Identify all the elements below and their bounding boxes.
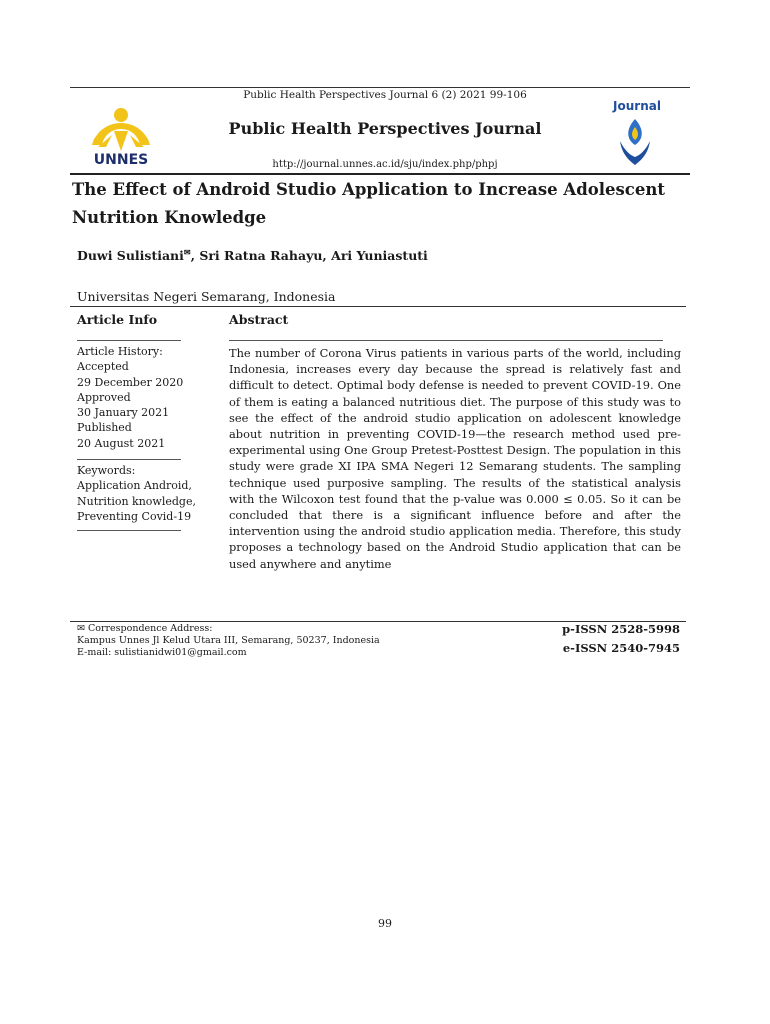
envelope-icon: ✉ (183, 247, 191, 257)
other-authors: , Sri Ratna Rahayu, Ari Yuniastuti (190, 248, 428, 264)
approved-label: Approved (77, 390, 131, 404)
page-number: 99 (378, 917, 392, 930)
keywords-label: Keywords: (77, 464, 136, 477)
keyword-item: Preventing Covid-19 (77, 509, 192, 523)
correspondence-email: E-mail: sulistianidwi01@gmail.com (77, 647, 247, 658)
issn-block (520, 620, 680, 658)
approved-date: 30 January 2021 (77, 406, 170, 420)
published-date: 20 August 2021 (77, 436, 166, 450)
accepted-date: 29 December 2020 (77, 375, 184, 389)
envelope-icon: ✉ (77, 623, 88, 634)
e-issn: e-ISSN 2540-7945 (562, 641, 680, 655)
keyword-item: Application Android, (77, 479, 192, 493)
journal-name: Public Health Perspectives Journal (228, 119, 542, 138)
affiliation-rule (70, 306, 686, 307)
keywords-block (77, 463, 196, 524)
correspondence-address: Kampus Unnes Jl Kelud Utara III, Semarang, 50237, Indonesia (77, 635, 380, 646)
article-history (77, 344, 183, 451)
history-label: Article History: (77, 345, 163, 358)
info-rule-middle (77, 459, 181, 460)
journal-emblem-icon (612, 115, 658, 169)
header-top-rule (70, 87, 690, 88)
info-rule-bottom (77, 530, 181, 531)
correspondence-block (77, 623, 380, 659)
article-title: The Effect of Android Studio Application to Increase Adolescent Nutrition Knowledge (72, 180, 665, 227)
accepted-label: Accepted (77, 360, 129, 374)
abstract-heading: Abstract (229, 312, 289, 327)
journal-url: http://journal.unnes.ac.id/sju/index.php/phpj (272, 159, 498, 170)
affiliation: Universitas Negeri Semarang, Indonesia (77, 289, 336, 304)
journal-logo-text: Journal (613, 99, 661, 113)
p-issn: p-ISSN 2528-5998 (562, 622, 680, 636)
authors (77, 247, 428, 263)
abstract-text: The number of Corona Virus patients in various parts of the world, including Indonesia, increases every day because the spread is relatively fast and difficult to detect. Optimal body defense is needed to prevent COVID-19. One of them is eating a balanced nutritious diet. The purpose of this study was to see the effect of the android studio application on adolescent knowledge about nutrition in preventing COVID-19—the research method used pre-experimental using One Group Pretest-Posttest Design. The population in this study were grade XI IPA SMA Negeri 12 Semarang students. The sampling technique used purposive sampling. The results of the statistical analysis with the Wilcoxon test found that the p-value was 0.000 ≤ 0.05. So it can be concluded that there is a significant influence before and after the intervention using the android studio application media. Therefore, this study proposes a technology based on the Android Studio application that can be used anywhere and anytime (229, 346, 681, 571)
info-rule-top (77, 340, 181, 341)
first-author: Duwi Sulistiani (77, 248, 184, 264)
correspondence-label: ✉ Correspondence Address: (77, 623, 213, 634)
journal-logo (604, 95, 666, 169)
header-bottom-rule (70, 173, 690, 175)
keyword-item: Nutrition knowledge, (77, 494, 196, 508)
running-head: Public Health Perspectives Journal 6 (2) 2021 99-106 (243, 89, 527, 101)
abstract-rule (229, 340, 663, 341)
article-info-heading: Article Info (77, 312, 158, 327)
unnes-logo-text: UNNES (93, 152, 149, 168)
published-label: Published (77, 421, 132, 435)
